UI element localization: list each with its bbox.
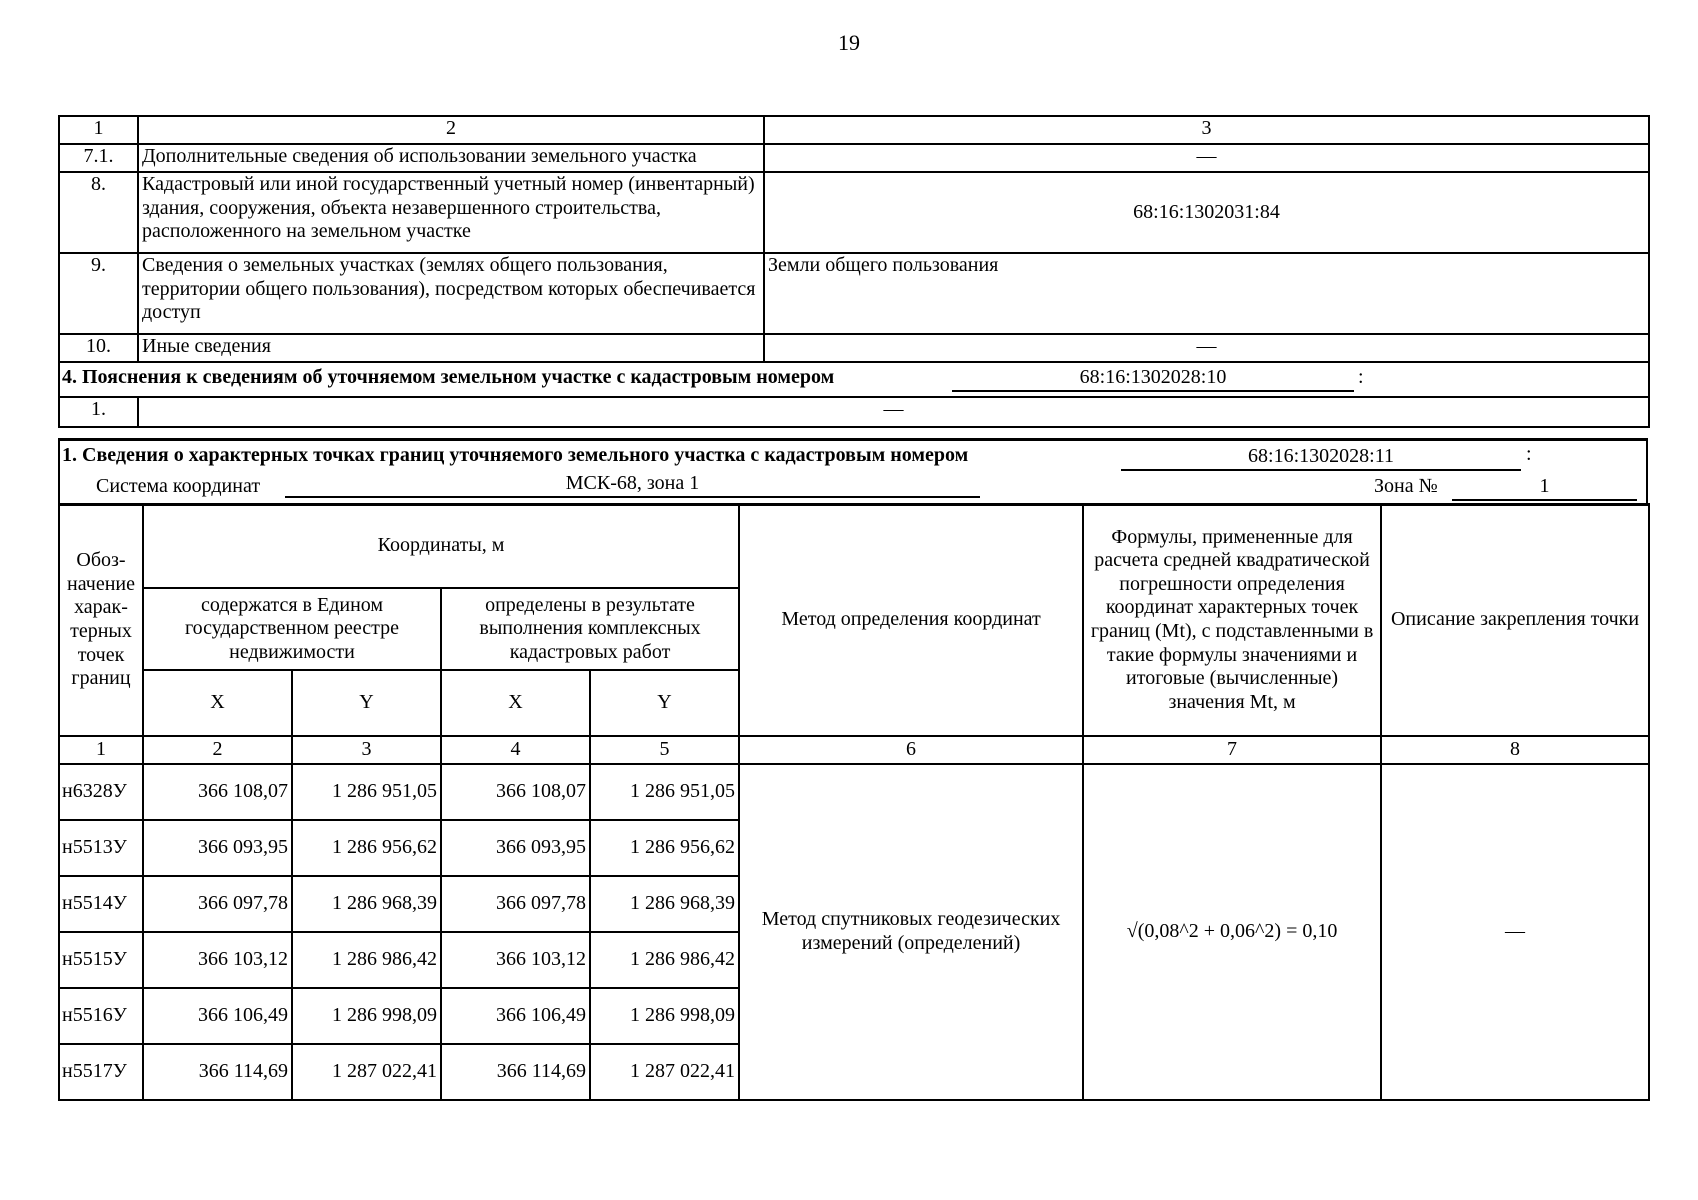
col-number-6: 6 (739, 736, 1083, 764)
y-egrn: 1 286 951,05 (292, 764, 441, 820)
point-name: н5513У (59, 820, 143, 876)
coordinate-system-value: МСК-68, зона 1 (285, 472, 980, 498)
header-y-egrn: Y (292, 670, 441, 736)
description-value: — (1381, 764, 1649, 1100)
table-row (59, 144, 1649, 172)
section-1-cadastral-number: 68:16:1302028:11 (1121, 445, 1521, 471)
row-number: 9. (59, 253, 138, 334)
row-value: — (138, 397, 1649, 427)
parcel-info-table (58, 115, 1650, 428)
row-value: — (764, 144, 1649, 172)
y-egrn: 1 286 956,62 (292, 820, 441, 876)
table-row (59, 253, 1649, 334)
y-kkr: 1 286 956,62 (590, 820, 739, 876)
point-name: н5514У (59, 876, 143, 932)
col-number-2: 2 (143, 736, 292, 764)
x-kkr: 366 103,12 (441, 932, 590, 988)
section-4-colon: : (1358, 366, 1364, 388)
col-number-2: 2 (138, 116, 764, 144)
table-row (59, 397, 1649, 427)
col-number-4: 4 (441, 736, 590, 764)
y-egrn: 1 287 022,41 (292, 1044, 441, 1100)
header-method: Метод определения координат (739, 504, 1083, 736)
y-kkr: 1 286 968,39 (590, 876, 739, 932)
row-number: 1. (59, 397, 138, 427)
col-number-3: 3 (292, 736, 441, 764)
x-egrn: 366 106,49 (143, 988, 292, 1044)
y-kkr: 1 286 951,05 (590, 764, 739, 820)
row-value: 68:16:1302031:84 (764, 172, 1649, 253)
section-4-title: 4. Пояснения к сведениям об уточняемом земельном участке с кадастровым номером (62, 366, 835, 388)
x-egrn: 366 108,07 (143, 764, 292, 820)
x-kkr: 366 106,49 (441, 988, 590, 1044)
row-number: 7.1. (59, 144, 138, 172)
y-egrn: 1 286 986,42 (292, 932, 441, 988)
x-egrn: 366 103,12 (143, 932, 292, 988)
column-number-row (59, 116, 1649, 144)
header-coordinates: Координаты, м (143, 504, 739, 588)
row-label: Кадастровый или иной государственный учетный номер (инвентарный) здания, сооружения, объекта незавершенного строительства, расположенного на земельном участке (138, 172, 764, 253)
y-egrn: 1 286 968,39 (292, 876, 441, 932)
col-number-1: 1 (59, 116, 138, 144)
x-kkr: 366 093,95 (441, 820, 590, 876)
zone-label: Зона № (1374, 475, 1438, 497)
section-1-colon: : (1526, 443, 1532, 465)
x-egrn: 366 097,78 (143, 876, 292, 932)
boundary-points-table (58, 503, 1650, 1101)
header-egrn: содержатся в Едином государственном реестре недвижимости (143, 588, 441, 670)
col-number-8: 8 (1381, 736, 1649, 764)
table-row (59, 172, 1649, 253)
header-kkr: определены в результате выполнения комплексных кадастровых работ (441, 588, 739, 670)
point-name: н5515У (59, 932, 143, 988)
y-egrn: 1 286 998,09 (292, 988, 441, 1044)
point-name: н6328У (59, 764, 143, 820)
col-number-7: 7 (1083, 736, 1381, 764)
y-kkr: 1 286 998,09 (590, 988, 739, 1044)
y-kkr: 1 287 022,41 (590, 1044, 739, 1100)
row-label: Дополнительные сведения об использовании земельного участка (138, 144, 764, 172)
zone-value: 1 (1452, 475, 1637, 501)
coordinate-system-label: Система координат (96, 475, 261, 497)
row-label: Сведения о земельных участках (землях общего пользования, территории общего пользования), посредством которых обеспечивается доступ (138, 253, 764, 334)
x-egrn: 366 093,95 (143, 820, 292, 876)
x-kkr: 366 097,78 (441, 876, 590, 932)
col-number-1: 1 (59, 736, 143, 764)
col-number-3: 3 (764, 116, 1649, 144)
row-number: 8. (59, 172, 138, 253)
header-point-designation: Обоз-начение харак-терных точек границ (59, 504, 143, 736)
row-label: Иные сведения (138, 334, 764, 362)
x-kkr: 366 114,69 (441, 1044, 590, 1100)
y-kkr: 1 286 986,42 (590, 932, 739, 988)
x-egrn: 366 114,69 (143, 1044, 292, 1100)
header-formulas: Формулы, примененные для расчета средней квадратической погрешности определения координат характерных точек границ (Mt), с подставленными в такие формулы значениями и итоговые (вычисленные) значения Mt, м (1083, 504, 1381, 736)
header-x-kkr: X (441, 670, 590, 736)
row-number: 10. (59, 334, 138, 362)
x-kkr: 366 108,07 (441, 764, 590, 820)
section-4-header (59, 362, 1649, 397)
point-name: н5517У (59, 1044, 143, 1100)
header-y-kkr: Y (590, 670, 739, 736)
row-value: Земли общего пользования (764, 253, 1649, 334)
header-x-egrn: X (143, 670, 292, 736)
section-4-cadastral-number: 68:16:1302028:10 (952, 366, 1354, 392)
formula-value: √(0,08^2 + 0,06^2) = 0,10 (1083, 764, 1381, 1100)
table-row (59, 334, 1649, 362)
section-1-header-table (58, 438, 1648, 506)
section-1-title: 1. Сведения о характерных точках границ уточняемого земельного участка с кадастровым номером (62, 444, 969, 466)
method-value: Метод спутниковых геодезических измерений (определений) (739, 764, 1083, 1100)
header-description: Описание закрепления точки (1381, 504, 1649, 736)
table-row (59, 764, 1649, 820)
point-name: н5516У (59, 988, 143, 1044)
page-number: 19 (838, 30, 860, 55)
column-number-row (59, 736, 1649, 764)
col-number-5: 5 (590, 736, 739, 764)
row-value: — (764, 334, 1649, 362)
